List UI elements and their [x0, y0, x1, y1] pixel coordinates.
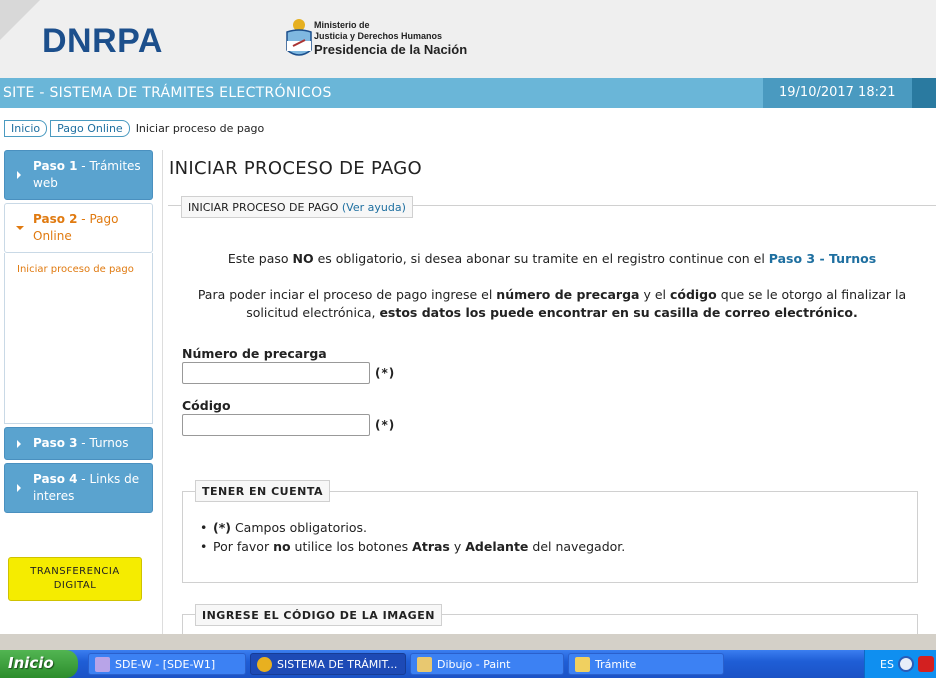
info3-email-note: estos datos los puede encontrar en su casilla de correo electrónico.	[379, 305, 858, 320]
gov-ministry-name: Justicia y Derechos Humanos	[314, 31, 443, 41]
info-instructions-line2	[168, 304, 936, 322]
section-header	[181, 196, 413, 218]
step-1-tramites-web[interactable]	[4, 150, 153, 200]
step-2-submenu	[4, 253, 153, 424]
folder-icon	[575, 657, 590, 672]
tray-shield-icon[interactable]	[918, 656, 934, 672]
site-bar-end	[912, 78, 936, 108]
codigo-input[interactable]	[182, 414, 370, 436]
task-label: SDE-W - [SDE-W1]	[115, 658, 216, 671]
note2-d: Atras	[412, 539, 450, 554]
note-browser-buttons	[200, 537, 625, 556]
chevron-right-icon	[17, 171, 21, 179]
tray-arrow-icon[interactable]	[898, 656, 914, 672]
note2-c: utilice los botones	[290, 539, 413, 554]
breadcrumb-inicio[interactable]: Inicio	[4, 120, 47, 137]
chevron-down-icon	[16, 226, 24, 230]
precarga-label: Número de precarga	[182, 346, 327, 361]
top-header	[0, 0, 936, 78]
breadcrumb-current: Iniciar proceso de pago	[135, 121, 265, 135]
required-mark: (*)	[375, 366, 396, 380]
task-folder[interactable]	[568, 653, 724, 675]
chevron-right-icon	[17, 484, 21, 492]
language-indicator[interactable]: ES	[880, 658, 894, 671]
note2-g: del navegador.	[528, 539, 626, 554]
info1-text-c: es obligatorio, si desea abonar su tramite en el registro continue con el	[313, 251, 769, 266]
task-paint[interactable]	[410, 653, 564, 675]
government-logo-text	[314, 20, 467, 55]
dnrpa-logo[interactable]: DNRPA	[42, 22, 163, 60]
note2-f: Adelante	[465, 539, 529, 554]
info-optional-step	[168, 250, 936, 268]
step-3-number: Paso 3	[33, 436, 78, 450]
paint-icon	[417, 657, 432, 672]
gov-presidency: Presidencia de la Nación	[314, 42, 468, 57]
steps-sidebar	[4, 150, 153, 516]
site-title-bar	[0, 78, 936, 108]
note1-mark: (*)	[213, 520, 231, 535]
section-header-label: INICIAR PROCESO DE PAGO	[188, 201, 339, 214]
step-4-number: Paso 4	[33, 472, 78, 486]
info3-text-a: solicitud electrónica,	[246, 305, 380, 320]
step-3-turnos[interactable]	[4, 427, 153, 460]
step-1-label: - Trámites web	[33, 159, 141, 190]
app-icon	[95, 657, 110, 672]
info2-codigo: código	[669, 287, 717, 302]
codigo-label: Código	[182, 398, 231, 413]
gov-ministry-line: Ministerio de	[314, 20, 370, 30]
note1-text: Campos obligatorios.	[230, 520, 367, 535]
corner-decoration	[0, 0, 40, 40]
captcha-header: INGRESE EL CÓDIGO DE LA IMAGEN	[195, 604, 442, 626]
info1-text-a: Este paso	[227, 251, 293, 266]
breadcrumb-pago-online[interactable]: Pago Online	[50, 120, 130, 137]
step-1-number: Paso 1	[33, 159, 78, 173]
info2-text-a: Para poder inciar el proceso de pago ingrese el	[197, 287, 497, 302]
precarga-input[interactable]	[182, 362, 370, 384]
notes-list	[200, 518, 625, 556]
task-browser[interactable]	[250, 653, 406, 675]
task-label: Trámite	[595, 658, 637, 671]
coat-of-arms-icon	[283, 16, 315, 60]
current-datetime: 19/10/2017 18:21	[763, 78, 912, 108]
step-2-pago-online[interactable]	[4, 203, 153, 253]
step-3-label: - Turnos	[77, 436, 129, 450]
notes-header: TENER EN CUENTA	[195, 480, 330, 502]
page-title: INICIAR PROCESO DE PAGO	[169, 158, 422, 179]
info-instructions-line1	[168, 286, 936, 304]
transferencia-digital-button[interactable]: TRANSFERENCIA DIGITAL	[8, 557, 142, 601]
submenu-iniciar-proceso-pago[interactable]: Iniciar proceso de pago	[17, 264, 134, 275]
windows-taskbar	[0, 650, 936, 678]
step-4-links[interactable]	[4, 463, 153, 513]
window-bottom-band	[0, 634, 936, 650]
step-4-label: - Links de interes	[33, 472, 140, 503]
required-mark: (*)	[375, 418, 396, 432]
info2-text-c: y el	[639, 287, 670, 302]
paso-3-turnos-link[interactable]: Paso 3 - Turnos	[768, 251, 877, 266]
help-link[interactable]: (Ver ayuda)	[341, 201, 406, 214]
info2-precarga: número de precarga	[496, 287, 640, 302]
system-tray	[864, 650, 936, 678]
step-2-number: Paso 2	[33, 212, 78, 226]
chrome-icon	[257, 657, 272, 672]
note2-e: y	[449, 539, 466, 554]
chevron-right-icon	[17, 440, 21, 448]
task-sde-w[interactable]	[88, 653, 246, 675]
task-label: SISTEMA DE TRÁMIT...	[277, 658, 398, 671]
site-title: SITE - SISTEMA DE TRÁMITES ELECTRÓNICOS	[3, 85, 332, 101]
breadcrumb	[4, 118, 264, 138]
info2-text-e: que se le otorgo al finalizar la	[716, 287, 907, 302]
content-divider	[162, 150, 163, 634]
start-button[interactable]: Inicio	[0, 650, 78, 678]
task-label: Dibujo - Paint	[437, 658, 511, 671]
note2-a: Por favor	[213, 539, 274, 554]
note2-b: no	[273, 539, 291, 554]
note-required-fields	[200, 518, 625, 537]
info1-no: NO	[292, 251, 314, 266]
step-2-label: - Pago Online	[33, 212, 119, 243]
